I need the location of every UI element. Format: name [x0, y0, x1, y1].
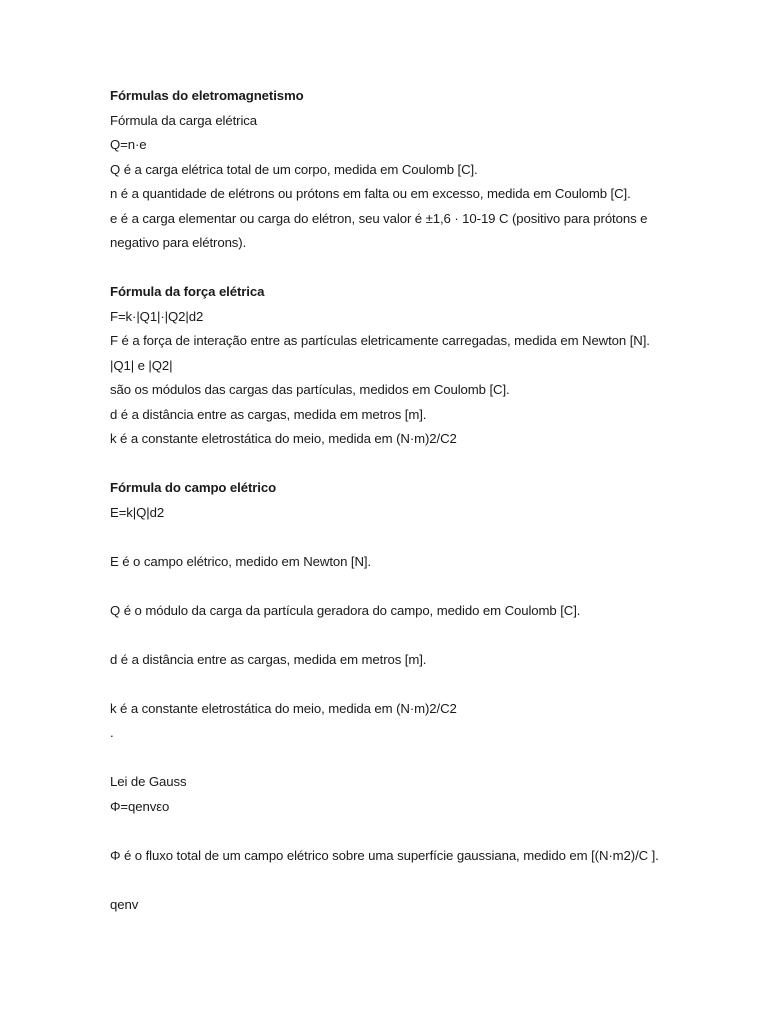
section4-line: qenv: [110, 896, 139, 912]
section2-heading: Fórmula da força elétrica: [110, 284, 265, 299]
document-title: Fórmulas do eletromagnetismo: [110, 88, 304, 103]
section1-line: n é a quantidade de elétrons ou prótons em falta ou em excesso, medida em Coulomb [C].: [110, 186, 631, 201]
section1-formula: Q=n·e: [110, 137, 147, 152]
section4-line: Φ é o fluxo total de um campo elétrico sobre uma superfície gaussiana, medido em [(N·m2)/C ].: [110, 847, 659, 863]
spacer: [110, 452, 670, 477]
section3-line: Q é o módulo da carga da partícula geradora do campo, medido em Coulomb [C].: [110, 602, 581, 618]
section1-line: e é a carga elementar ou carga do elétron, seu valor é ±1,6 · 10-19 C (positivo para prótons e negativo para elétrons).: [110, 210, 648, 250]
section3-line: .: [110, 725, 114, 740]
section2-line: |Q1| e |Q2|: [110, 357, 173, 373]
section3-line: E é o campo elétrico, medido em Newton [N].: [110, 553, 372, 569]
spacer: [110, 256, 670, 281]
spacer: [110, 746, 670, 771]
section1-heading: Fórmula da carga elétrica: [110, 112, 258, 128]
spacer: [110, 525, 670, 550]
section2-line: são os módulos das cargas das partículas, medidos em Coulomb [C].: [110, 382, 510, 397]
section4-formula: Φ=qenvεo: [110, 798, 170, 814]
section3-formula: E=k|Q|d2: [110, 504, 165, 520]
section2-line: d é a distância entre as cargas, medida em metros [m].: [110, 406, 427, 422]
section2-formula: F=k·|Q1|·|Q2|d2: [110, 308, 204, 324]
section2-line: k é a constante eletrostática do meio, medida em (N·m)2/C2: [110, 431, 457, 446]
section1-line: Q é a carga elétrica total de um corpo, medida em Coulomb [C].: [110, 161, 478, 177]
spacer: [110, 819, 670, 844]
spacer: [110, 574, 670, 599]
section2-line: F é a força de interação entre as partículas eletricamente carregadas, medida em Newton [N].: [110, 333, 650, 348]
section3-heading: Fórmula do campo elétrico: [110, 480, 277, 495]
document-page: [110, 84, 670, 917]
section4-heading: Lei de Gauss: [110, 774, 187, 789]
spacer: [110, 868, 670, 893]
spacer: [110, 623, 670, 648]
section3-line: k é a constante eletrostática do meio, medida em (N·m)2/C2: [110, 700, 457, 716]
section3-line: d é a distância entre as cargas, medida em metros [m].: [110, 651, 427, 667]
spacer: [110, 672, 670, 697]
